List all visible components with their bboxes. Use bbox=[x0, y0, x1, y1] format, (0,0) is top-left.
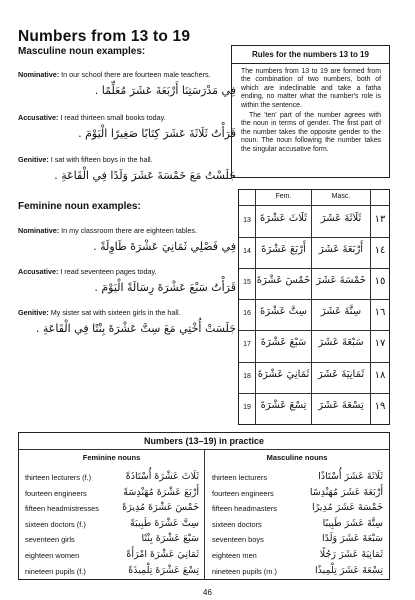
feminine-noun-ar: أَرْبَعَ عَشْرَةَ مُهَنْدِسَةً bbox=[123, 486, 199, 498]
table-cell-arabic-numeral: ١٦ bbox=[374, 307, 386, 319]
feminine-noun-en: thirteen lecturers (f.) bbox=[25, 473, 92, 482]
table-cell-number: 13 bbox=[243, 217, 251, 224]
table-cell-arabic-numeral: ١٩ bbox=[374, 400, 386, 412]
table-cell-fem: ثَلَاثَ عَشْرَةَ bbox=[260, 213, 307, 224]
table-cell-fem: سَبْعَ عَشْرَةَ bbox=[260, 337, 307, 349]
table-cell-arabic-numeral: ١٥ bbox=[374, 276, 386, 288]
practice-col-divider bbox=[204, 449, 205, 579]
table-header-masc: Masc. bbox=[331, 193, 351, 200]
masculine-noun-en: fourteen engineers bbox=[212, 488, 274, 498]
masc-example-accusative-en: Accusative: I read thirteen small books today. bbox=[18, 113, 166, 122]
table-cell-fem: سِتَّ عَشْرَةَ bbox=[259, 306, 308, 318]
table-cell-number: 18 bbox=[243, 372, 251, 380]
masculine-noun-en: thirteen lecturers bbox=[212, 473, 268, 482]
table-cell-arabic-numeral: ١٤ bbox=[374, 245, 386, 257]
table-cell-masc: ثَلَاثَةَ عَشَرَ bbox=[320, 213, 362, 224]
masculine-noun-en: seventeen boys bbox=[212, 535, 264, 545]
fem-example-accusative-ar: قَرَأْتُ سَبْعَ عَشْرَةَ رِسَالَةً الْيَوْمَ . bbox=[94, 281, 236, 294]
masculine-noun-ar: سَبْعَةَ عَشَرَ وَلَدًا bbox=[321, 533, 383, 545]
masculine-nouns-heading: Masculine nouns bbox=[266, 453, 328, 462]
masc-example-nominative-en: Nominative: In our school there are fourteen male teachers. bbox=[18, 70, 211, 79]
table-row-divider bbox=[239, 330, 389, 331]
table-cell-masc: أَرْبَعَةَ عَشَرَ bbox=[318, 244, 364, 256]
table-cell-number: 17 bbox=[243, 341, 251, 349]
table-header-divider bbox=[239, 205, 389, 206]
masculine-noun-ar: خَمْسَةَ عَشَرَ مُدِيرًا bbox=[312, 502, 383, 514]
feminine-noun-ar: خَمْسَ عَشْرَةَ مُدِيرَةً bbox=[122, 502, 199, 514]
feminine-noun-ar: تِسْعَ عَشْرَةَ تِلْمِيذَةً bbox=[128, 564, 199, 576]
table-row-divider bbox=[239, 268, 389, 269]
table-cell-fem: ثَمَانِيَ عَشْرَةَ bbox=[257, 368, 310, 380]
table-cell-arabic-numeral: ١٣ bbox=[374, 214, 386, 225]
table-row-divider bbox=[239, 393, 389, 394]
fem-example-nominative-ar: فِي فَصْلِي ثَمَانِيَ عَشْرَةَ طَاوِلَةً . bbox=[93, 240, 236, 253]
masculine-noun-ar: تِسْعَةَ عَشَرَ تِلْمِيذًا bbox=[315, 564, 383, 576]
rules-paragraph: The 'ten' part of the number agrees with the noun in terms of gender. The first part of the number takes the opposite gender to the noun. The noun following the number takes the singular accusative form. bbox=[241, 112, 381, 153]
feminine-noun-ar: سِتَّ عَشْرَةَ طَبِيبَةً bbox=[130, 517, 199, 529]
table-cell-fem: أَرْبَعَ عَشْرَةَ bbox=[261, 244, 306, 256]
masculine-noun-en: sixteen doctors bbox=[212, 519, 262, 529]
feminine-noun-en: eighteen women bbox=[25, 551, 80, 560]
masc-example-nominative-ar: فِي مَدْرَسَتِنَا أَرْبَعَةَ عَشَرَ مُعَلِّمًا . bbox=[94, 84, 236, 97]
masc-example-accusative-ar: قَرَأْتُ ثَلَاثَةَ عَشَرَ كِتَابًا صَغِيرًا الْيَوْمَ . bbox=[78, 127, 236, 140]
fem-example-nominative-en: Nominative: In my classroom there are eighteen tables. bbox=[18, 226, 197, 235]
page-title: Numbers from 13 to 19 bbox=[18, 28, 191, 45]
feminine-noun-en: seventeen girls bbox=[25, 535, 75, 545]
rules-paragraph: The numbers from 13 to 19 are formed from the combination of two numbers, both of which are indeclinable and take a fatha ending, no matter what the number's role is within the sentence. bbox=[241, 68, 381, 109]
number-table bbox=[238, 189, 390, 425]
table-cell-masc: خَمْسَةَ عَشَرَ bbox=[316, 275, 366, 287]
feminine-noun-en: fifteen headmistresses bbox=[25, 504, 99, 514]
table-row-divider bbox=[239, 362, 389, 363]
table-cell-fem: خَمْسَ عَشْرَةَ bbox=[256, 275, 311, 287]
table-row-divider bbox=[239, 237, 389, 238]
table-cell-number: 19 bbox=[243, 403, 251, 411]
masculine-noun-en: nineteen pupils (m.) bbox=[212, 566, 277, 576]
table-cell-masc: ثَمَانِيَةَ عَشَرَ bbox=[317, 368, 365, 380]
fem-example-genitive-ar: جَلَسَتْ أُخْتِي مَعَ سِتَّ عَشْرَةَ بِنْتًا فِي الْقَاعَةِ . bbox=[35, 322, 236, 335]
feminine-noun-en: sixteen doctors (f.) bbox=[25, 519, 86, 529]
table-cell-number: 16 bbox=[243, 310, 251, 318]
fem-example-genitive-en: Genitive: My sister sat with sixteen girls in the hall. bbox=[18, 308, 181, 317]
masculine-heading: Masculine noun examples: bbox=[18, 46, 146, 57]
table-cell-masc: سَبْعَةَ عَشَرَ bbox=[318, 337, 364, 349]
fem-example-accusative-en: Accusative: I read seventeen pages today. bbox=[18, 267, 157, 276]
table-row-divider bbox=[239, 299, 389, 300]
masculine-noun-ar: ثَلَاثَةَ عَشَرَ أُسْتَاذًا bbox=[318, 471, 383, 482]
table-cell-masc: سِتَّةَ عَشَرَ bbox=[320, 306, 362, 318]
feminine-noun-en: nineteen pupils (f.) bbox=[25, 566, 86, 576]
practice-box bbox=[18, 432, 390, 580]
table-cell-fem: تِسْعَ عَشْرَةَ bbox=[260, 399, 307, 411]
rules-box bbox=[231, 45, 390, 178]
masculine-noun-ar: أَرْبَعَةَ عَشَرَ مُهَنْدِسًا bbox=[309, 486, 383, 498]
masculine-noun-ar: سِتَّةَ عَشَرَ طَبِيبًا bbox=[322, 517, 383, 529]
feminine-noun-en: fourteen engineers bbox=[25, 488, 87, 498]
practice-title: Numbers (13–19) in practice bbox=[143, 436, 265, 446]
table-cell-number: 14 bbox=[243, 248, 251, 256]
feminine-noun-ar: سَبْعَ عَشْرَةَ بِنْتًا bbox=[141, 533, 199, 545]
table-cell-arabic-numeral: ١٧ bbox=[374, 338, 386, 350]
page-number: 46 bbox=[203, 588, 212, 597]
feminine-heading: Feminine noun examples: bbox=[18, 201, 141, 212]
table-cell-arabic-numeral: ١٨ bbox=[374, 369, 386, 381]
masc-example-genitive-en: Genitive: I sat with fifteen boys in the hall. bbox=[18, 155, 153, 164]
table-header-fem: Fem. bbox=[275, 193, 292, 200]
table-cell-number: 15 bbox=[243, 279, 251, 287]
masculine-noun-en: eighteen men bbox=[212, 551, 257, 560]
rules-body bbox=[241, 68, 381, 156]
masc-example-genitive-ar: جَلَسْتُ مَعَ خَمْسَةَ عَشَرَ وَلَدًا فِي الْقَاعَةِ . bbox=[54, 169, 236, 182]
feminine-noun-ar: ثَلَاثَ عَشْرَةَ أُسْتَاذَةً bbox=[125, 471, 199, 482]
feminine-noun-ar: ثَمَانِيَ عَشْرَةَ امْرَأَةً bbox=[126, 549, 199, 560]
rules-title: Rules for the numbers 13 to 19 bbox=[252, 50, 369, 59]
rules-divider bbox=[232, 63, 389, 64]
masculine-noun-en: fifteen headmasters bbox=[212, 504, 277, 514]
masculine-noun-ar: ثَمَانِيَةَ عَشَرَ رَجُلًا bbox=[319, 549, 383, 560]
table-cell-masc: تِسْعَةَ عَشَرَ bbox=[318, 399, 364, 411]
feminine-nouns-heading: Feminine nouns bbox=[82, 453, 141, 462]
